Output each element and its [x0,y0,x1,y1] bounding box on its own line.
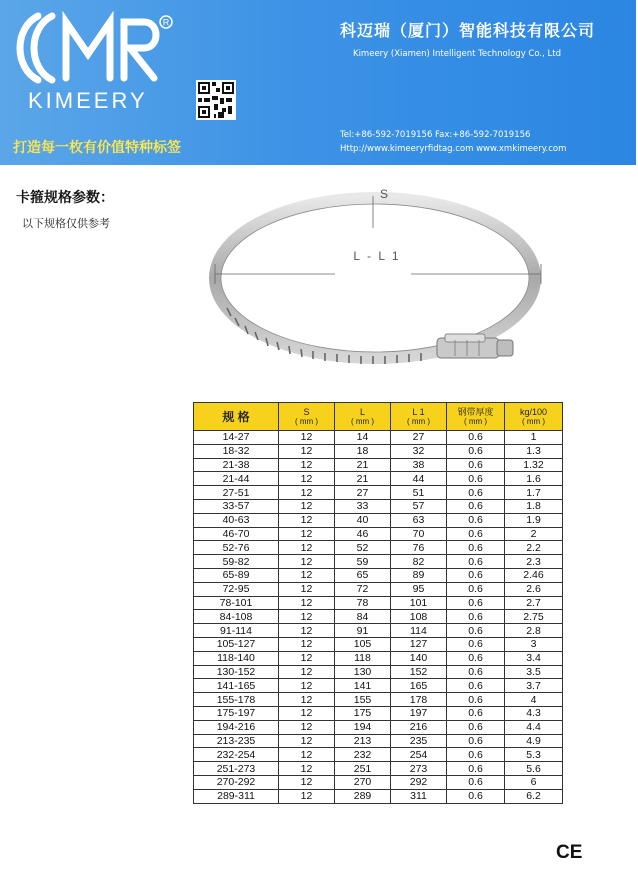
table-cell: 4.9 [505,734,563,748]
table-cell: 127 [391,637,447,651]
table-row [194,720,563,734]
table-cell: 12 [279,775,335,789]
table-cell: 194 [335,720,391,734]
table-cell: 70 [391,527,447,541]
table-cell: 14 [335,431,391,445]
header-banner [0,0,636,165]
table-cell: 40 [335,513,391,527]
table-cell: 292 [391,775,447,789]
table-cell: 12 [279,541,335,555]
table-row [194,789,563,803]
table-cell: 12 [279,789,335,803]
table-cell: 0.6 [447,555,505,569]
header-spec: 规 格 [194,403,279,431]
table-row [194,541,563,555]
table-row [194,706,563,720]
table-cell: 235 [391,734,447,748]
table-cell: 108 [391,610,447,624]
table-row [194,568,563,582]
clamp-band [215,198,535,358]
table-cell: 78 [335,596,391,610]
table-cell: 0.6 [447,499,505,513]
table-cell: 273 [391,762,447,776]
table-cell: 72-95 [194,582,279,596]
table-cell: 0.6 [447,568,505,582]
table-cell: 165 [391,679,447,693]
table-cell: 44 [391,472,447,486]
table-cell: 4 [505,693,563,707]
table-cell: 21-38 [194,458,279,472]
table-cell: 2.8 [505,624,563,638]
table-cell: 0.6 [447,582,505,596]
table-cell: 91 [335,624,391,638]
table-cell: 27-51 [194,486,279,500]
label-s: S [379,187,389,201]
table-cell: 52-76 [194,541,279,555]
table-cell: 0.6 [447,431,505,445]
table-cell: 59-82 [194,555,279,569]
table-cell: 12 [279,444,335,458]
table-cell: 12 [279,637,335,651]
table-cell: 12 [279,555,335,569]
table-row [194,513,563,527]
table-cell: 63 [391,513,447,527]
table-cell: 0.6 [447,541,505,555]
table-cell: 2.46 [505,568,563,582]
table-cell: 2.2 [505,541,563,555]
table-cell: 105 [335,637,391,651]
table-row [194,472,563,486]
table-cell: 65-89 [194,568,279,582]
table-cell: 76 [391,541,447,555]
table-cell: 0.6 [447,651,505,665]
table-row [194,555,563,569]
table-cell: 289 [335,789,391,803]
table-cell: 254 [391,748,447,762]
table-row [194,651,563,665]
table-cell: 18-32 [194,444,279,458]
table-row [194,431,563,445]
kmr-logo-icon [8,8,178,88]
table-cell: 12 [279,734,335,748]
table-cell: 46-70 [194,527,279,541]
table-cell: 12 [279,679,335,693]
table-cell: 72 [335,582,391,596]
table-cell: 46 [335,527,391,541]
table-cell: 12 [279,582,335,596]
table-row [194,637,563,651]
company-name-en: Kimeery (Xiamen) Intelligent Technology Co., Ltd [353,49,561,59]
table-cell: 33 [335,499,391,513]
table-cell: 84-108 [194,610,279,624]
table-cell: 152 [391,665,447,679]
table-cell: 1.7 [505,486,563,500]
table-cell: 0.6 [447,513,505,527]
table-cell: 213 [335,734,391,748]
table-cell: 1.8 [505,499,563,513]
table-cell: 12 [279,651,335,665]
qr-code-icon [196,80,236,120]
table-row [194,734,563,748]
slogan: 打造每一枚有价值特种标签 [13,140,181,156]
table-row [194,775,563,789]
table-cell: 12 [279,693,335,707]
table-cell: 1.3 [505,444,563,458]
table-cell: 0.6 [447,679,505,693]
table-cell: 12 [279,458,335,472]
table-cell: 0.6 [447,637,505,651]
table-cell: 141-165 [194,679,279,693]
table-cell: 91-114 [194,624,279,638]
table-cell: 3.4 [505,651,563,665]
table-cell: 12 [279,665,335,679]
table-cell: 2.3 [505,555,563,569]
table-cell: 213-235 [194,734,279,748]
table-cell: 1.32 [505,458,563,472]
table-row [194,486,563,500]
table-cell: 130 [335,665,391,679]
table-cell: 32 [391,444,447,458]
table-cell: 52 [335,541,391,555]
table-cell: 141 [335,679,391,693]
table-cell: 12 [279,513,335,527]
table-cell: 2 [505,527,563,541]
spec-table-header [194,403,563,431]
table-cell: 101 [391,596,447,610]
header-weight: kg/100 ( mm ) [505,403,563,431]
table-cell: 2.75 [505,610,563,624]
table-cell: 0.6 [447,720,505,734]
table-cell: 197 [391,706,447,720]
company-name-cn: 科迈瑞（厦门）智能科技有限公司 [340,21,596,40]
table-cell: 12 [279,748,335,762]
table-cell: 216 [391,720,447,734]
table-cell: 38 [391,458,447,472]
table-cell: 6.2 [505,789,563,803]
table-cell: 118-140 [194,651,279,665]
table-cell: 0.6 [447,693,505,707]
table-cell: 0.6 [447,596,505,610]
table-cell: 289-311 [194,789,279,803]
table-cell: 0.6 [447,624,505,638]
table-cell: 78-101 [194,596,279,610]
table-cell: 12 [279,720,335,734]
table-cell: 89 [391,568,447,582]
table-row [194,679,563,693]
table-cell: 0.6 [447,610,505,624]
table-cell: 3.7 [505,679,563,693]
table-cell: 140 [391,651,447,665]
header-l: L ( mm ) [335,403,391,431]
table-cell: 12 [279,624,335,638]
worm-screw-housing [437,334,513,358]
table-cell: 12 [279,610,335,624]
table-cell: 27 [391,431,447,445]
table-cell: 5.3 [505,748,563,762]
table-cell: 5.6 [505,762,563,776]
brand-name: KIMEERY [28,88,148,113]
contact-info [340,128,566,156]
table-cell: 82 [391,555,447,569]
table-cell: 0.6 [447,472,505,486]
table-cell: 12 [279,499,335,513]
table-cell: 0.6 [447,458,505,472]
table-cell: 251-273 [194,762,279,776]
table-cell: 114 [391,624,447,638]
table-cell: 4.4 [505,720,563,734]
table-cell: 12 [279,431,335,445]
table-cell: 12 [279,486,335,500]
ce-mark: CE [556,842,583,863]
table-cell: 6 [505,775,563,789]
table-row [194,499,563,513]
table-row [194,624,563,638]
table-cell: 12 [279,762,335,776]
table-cell: 40-63 [194,513,279,527]
table-cell: 12 [279,568,335,582]
table-cell: 51 [391,486,447,500]
spec-table-body [194,431,563,804]
table-cell: 0.6 [447,486,505,500]
table-cell: 21 [335,458,391,472]
table-row [194,444,563,458]
table-cell: 12 [279,706,335,720]
table-cell: 84 [335,610,391,624]
table-cell: 1 [505,431,563,445]
header-thickness: 钢带厚度 ( mm ) [447,403,505,431]
table-cell: 232-254 [194,748,279,762]
table-cell: 65 [335,568,391,582]
table-row [194,582,563,596]
table-cell: 1.6 [505,472,563,486]
table-row [194,748,563,762]
table-cell: 59 [335,555,391,569]
table-cell: 3.5 [505,665,563,679]
label-length: L - L 1 [353,249,401,263]
table-cell: 95 [391,582,447,596]
table-cell: 21-44 [194,472,279,486]
table-row [194,610,563,624]
table-cell: 194-216 [194,720,279,734]
header-l1: L 1 ( mm ) [391,403,447,431]
table-cell: 270-292 [194,775,279,789]
hose-clamp-diagram [205,178,555,388]
section-note: 以下规格仅供参考 [22,217,110,230]
table-cell: 270 [335,775,391,789]
contact-phone: Tel:+86-592-7019156 Fax:+86-592-7019156 [340,130,531,140]
table-cell: 155-178 [194,693,279,707]
table-cell: 18 [335,444,391,458]
table-cell: 21 [335,472,391,486]
table-cell: 0.6 [447,762,505,776]
table-cell: 0.6 [447,665,505,679]
table-cell: 0.6 [447,734,505,748]
table-cell: 27 [335,486,391,500]
table-cell: 0.6 [447,775,505,789]
table-cell: 12 [279,596,335,610]
table-cell: 2.6 [505,582,563,596]
table-cell: 118 [335,651,391,665]
table-row [194,762,563,776]
table-row [194,693,563,707]
table-cell: 0.6 [447,444,505,458]
table-cell: 1.9 [505,513,563,527]
table-cell: 251 [335,762,391,776]
table-cell: 0.6 [447,706,505,720]
table-cell: 0.6 [447,748,505,762]
table-cell: 311 [391,789,447,803]
table-cell: 175-197 [194,706,279,720]
table-cell: 2.7 [505,596,563,610]
table-cell: 14-27 [194,431,279,445]
table-cell: 3 [505,637,563,651]
table-cell: 33-57 [194,499,279,513]
table-cell: 178 [391,693,447,707]
header-s: S ( mm ) [279,403,335,431]
table-cell: 0.6 [447,789,505,803]
table-cell: 0.6 [447,527,505,541]
table-cell: 12 [279,472,335,486]
svg-text:R: R [162,17,170,28]
table-row [194,527,563,541]
table-cell: 57 [391,499,447,513]
table-row [194,596,563,610]
spec-table [193,402,563,804]
table-cell: 12 [279,527,335,541]
section-title: 卡箍规格参数： [16,190,114,206]
table-cell: 105-127 [194,637,279,651]
table-cell: 155 [335,693,391,707]
table-row [194,665,563,679]
table-cell: 175 [335,706,391,720]
table-cell: 4.3 [505,706,563,720]
table-row [194,458,563,472]
table-cell: 130-152 [194,665,279,679]
table-cell: 232 [335,748,391,762]
contact-website: Http://www.kimeeryrfidtag.com www.xmkimeery.com [340,144,567,154]
